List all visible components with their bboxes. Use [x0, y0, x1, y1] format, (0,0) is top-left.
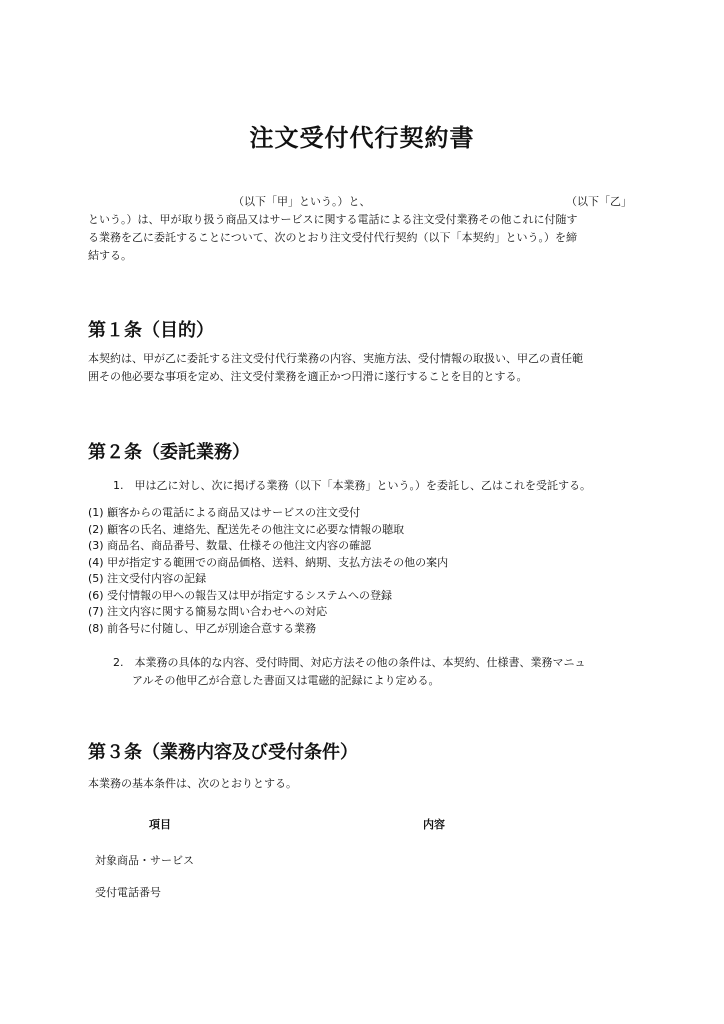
preamble	[88, 193, 636, 265]
article-2-clause-1: 1. 甲は乙に対し、次に掲げる業務（以下「本業務」という。）を委託し、乙はこれを受託する。	[113, 479, 591, 492]
table-row: 受付電話番号	[95, 886, 161, 899]
clause-2-line: アルその他甲乙が合意した書面又は電磁的記録により定める。	[132, 674, 440, 687]
list-item: (6) 受付情報の甲への報告又は甲が指定するシステムへの登録	[88, 588, 392, 602]
preamble-line-1	[88, 193, 636, 211]
table-row: 対象商品・サービス	[95, 854, 194, 867]
article-3-intro: 本業務の基本条件は、次のとおりとする。	[88, 777, 297, 790]
preamble-line-3: る業務を乙に委託することについて、次のとおり注文受付代行契約（以下「本契約」という。）を締	[88, 231, 578, 244]
party-a-definition: （以下「甲」という。）と、	[233, 195, 371, 208]
article-2-heading: 第２条（委託業務）	[88, 442, 250, 463]
list-item: (7) 注文内容に関する簡易な問い合わせへの対応	[88, 605, 328, 618]
clause-2-line: 2. 本業務の具体的な内容、受付時間、対応方法その他の条件は、本契約、仕様書、業務マニュ	[113, 656, 586, 669]
preamble-line-4: 結する。	[88, 249, 132, 262]
table-header-item: 項目	[149, 818, 171, 831]
article-3-heading: 第３条（業務内容及び受付条件）	[88, 742, 358, 763]
article-1-heading: 第１条（目的）	[88, 320, 214, 341]
list-item: (2) 顧客の氏名、連絡先、配送先その他注文に必要な情報の聴取	[88, 522, 405, 536]
preamble-line-2: という。）は、甲が取り扱う商品又はサービスに関する電話による注文受付業務その他これに付随す	[88, 213, 578, 226]
list-item: (3) 商品名、商品番号、数量、仕様その他注文内容の確認	[88, 539, 372, 552]
document-title: 注文受付代行契約書	[249, 124, 475, 152]
article-1-line: 本契約は、甲が乙に委託する注文受付代行業務の内容、実施方法、受付情報の取扱い、甲乙の責任範	[88, 352, 583, 365]
article-1-line: 囲その他必要な事項を定め、注文受付業務を適正かつ円滑に遂行することを目的とする。	[88, 370, 528, 383]
task-list	[88, 505, 448, 637]
party-b-definition: （以下「乙」	[566, 195, 632, 208]
table-header-content: 内容	[423, 818, 445, 831]
list-item: (5) 注文受付内容の記録	[88, 572, 207, 585]
list-item: (4) 甲が指定する範囲での商品価格、送料、納期、支払方法その他の案内	[88, 555, 449, 569]
article-1-body	[88, 350, 636, 386]
list-item: (8) 前各号に付随し、甲乙が別途合意する業務	[88, 621, 317, 635]
list-item: (1) 顧客からの電話による商品又はサービスの注文受付	[88, 506, 361, 519]
article-2-clause-2	[113, 654, 586, 690]
